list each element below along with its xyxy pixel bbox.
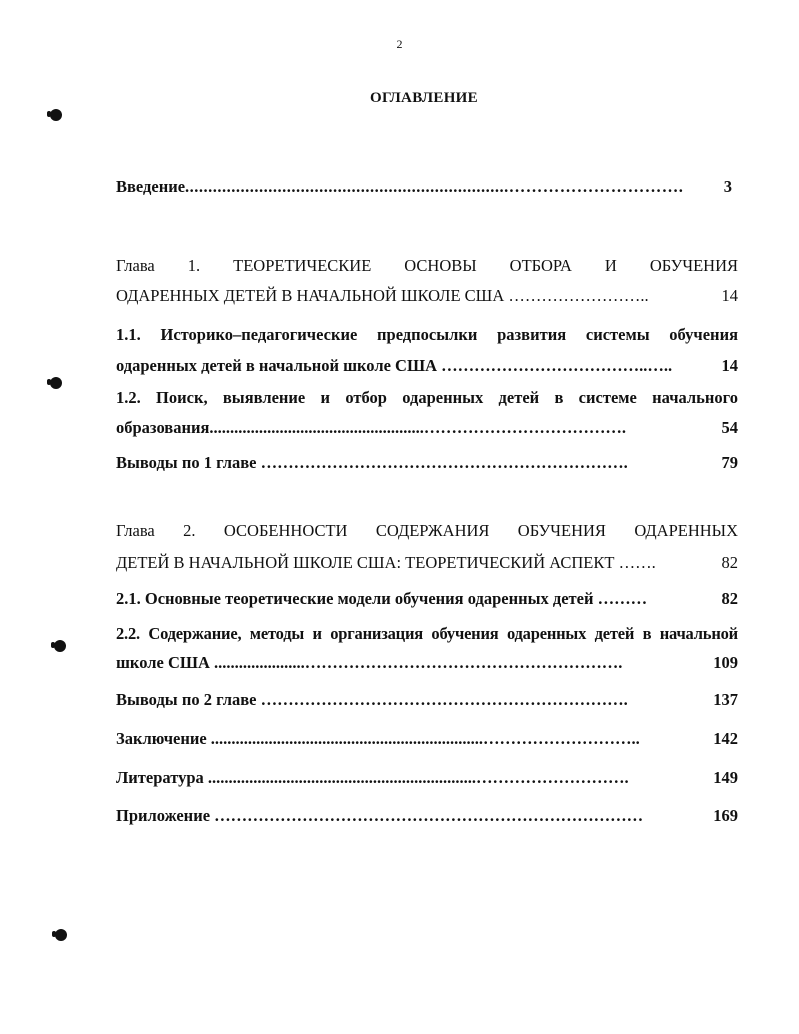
toc-section-1-1-line1[interactable]: 1.1. Историко–педагогические предпосылки развития системы обучения xyxy=(116,325,738,344)
toc-section-2-1-page: 82 xyxy=(721,589,738,608)
toc-section-2-2-line2[interactable] xyxy=(116,653,738,673)
toc-final-conclusion[interactable] xyxy=(116,729,738,749)
punch-hole-mark xyxy=(54,640,66,652)
toc-chapter-1-line1[interactable]: Глава 1. ТЕОРЕТИЧЕСКИЕ ОСНОВЫ ОТБОРА И ОБУЧЕНИЯ xyxy=(116,256,738,275)
toc-section-1-1-title-cont: одаренных детей в начальной школе США ………………………………..….. xyxy=(116,356,673,375)
toc-conclusions-1-label: Выводы по 1 главе …………………………………………………………. xyxy=(116,453,628,472)
toc-chapter-2-title-cont: ДЕТЕЙ В НАЧАЛЬНОЙ ШКОЛЕ США: ТЕОРЕТИЧЕСКИЙ АСПЕКТ ……. xyxy=(116,553,656,572)
toc-section-1-2-page: 54 xyxy=(721,418,738,437)
toc-conclusions-1-page: 79 xyxy=(721,453,738,472)
toc-section-1-2-title-cont: образования....................................................………………………………. xyxy=(116,418,627,437)
punch-hole-mark xyxy=(50,377,62,389)
toc-section-2-1[interactable] xyxy=(116,589,738,609)
toc-appendix-label: Приложение …………………………………………………………………… xyxy=(116,806,644,825)
toc-chapter-2-line1[interactable]: Глава 2. ОСОБЕННОСТИ СОДЕРЖАНИЯ ОБУЧЕНИЯ ОДАРЕННЫХ xyxy=(116,521,738,540)
toc-section-2-2-page: 109 xyxy=(713,653,738,672)
toc-intro-dots: ......................................................................…………………………. xyxy=(185,177,684,196)
toc-conclusions-2[interactable] xyxy=(116,690,738,710)
toc-section-2-2-title-cont: школе США ......................…………………………………………………. xyxy=(116,653,623,672)
toc-literature-page: 149 xyxy=(713,768,738,787)
toc-appendix[interactable] xyxy=(116,806,738,826)
toc-conclusions-2-page: 137 xyxy=(713,690,738,709)
punch-hole-mark xyxy=(55,929,67,941)
toc-chapter-1-title-cont: ОДАРЕННЫХ ДЕТЕЙ В НАЧАЛЬНОЙ ШКОЛЕ США …………………….. xyxy=(116,286,649,305)
toc-chapter-2-page: 82 xyxy=(721,553,738,572)
toc-section-1-1-line2[interactable] xyxy=(116,356,738,376)
toc-section-2-1-label: 2.1. Основные теоретические модели обучения одаренных детей ……… xyxy=(116,589,648,608)
toc-chapter-1-page: 14 xyxy=(721,286,738,305)
toc-conclusions-2-label: Выводы по 2 главе …………………………………………………………. xyxy=(116,690,628,709)
toc-literature[interactable] xyxy=(116,768,738,788)
toc-section-1-2-line2[interactable] xyxy=(116,418,738,438)
toc-section-2-2-line1[interactable]: 2.2. Содержание, методы и организация обучения одаренных детей в начальной xyxy=(116,624,738,643)
toc-chapter-2-line2[interactable] xyxy=(116,553,738,573)
toc-section-1-2-line1[interactable]: 1.2. Поиск, выявление и отбор одаренных детей в системе начального xyxy=(116,388,738,407)
toc-conclusions-1[interactable] xyxy=(116,453,738,473)
page-title: ОГЛАВЛЕНИЕ xyxy=(370,90,478,106)
toc-appendix-page: 169 xyxy=(713,806,738,825)
page-number: 2 xyxy=(396,37,403,51)
toc-intro-page: 3 xyxy=(723,177,732,196)
toc-intro-label: Введение xyxy=(116,177,186,196)
toc-section-1-1-page: 14 xyxy=(721,356,738,375)
toc-literature-label: Литература .................................................................………………………. xyxy=(116,768,629,787)
punch-hole-mark xyxy=(50,109,62,121)
toc-final-conclusion-label: Заключение ..................................................................……………………….. xyxy=(116,729,640,748)
toc-entry-intro[interactable] xyxy=(116,177,738,197)
toc-chapter-1-line2[interactable] xyxy=(116,286,738,306)
toc-final-conclusion-page: 142 xyxy=(713,729,738,748)
